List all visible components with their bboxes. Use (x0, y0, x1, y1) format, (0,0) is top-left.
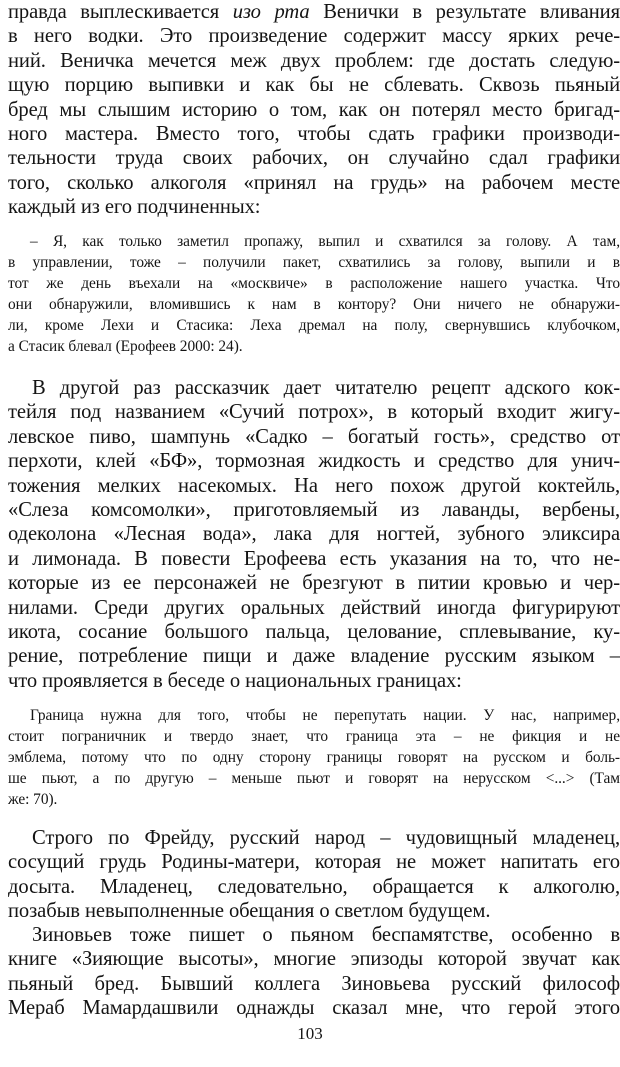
quote-line: стоит пограничник и твердо знает, что граница эта – не фикция и не (8, 728, 620, 745)
text-line: перхоти, клей «БФ», тормозная жидкость и средство для унич- (8, 450, 620, 473)
text-line: ний. Веничка мечется меж двух проблем: где достать следую- (8, 49, 620, 72)
quote-line: ше пьют, а по другую – меньше пьют и говорят на нерусском <...> (Там (8, 770, 620, 787)
text-line: книге «Зияющие высоты», многие эпизоды которой звучат как (8, 948, 620, 971)
text-line: Строго по Фрейду, русский народ – чудовищный младенец, (32, 827, 620, 849)
text-line: левское пиво, шампунь «Садко – богатый гость», средство от (8, 425, 620, 448)
text-line: нилами. Среди других оральных действий иногда фигурируют (8, 596, 620, 619)
text-line: икота, сосание большого пальца, целование, сплевывание, ку- (8, 621, 620, 644)
text-line: Мераб Мамардашвили однажды сказал мне, что герой этого (8, 997, 620, 1020)
text-line: ного мастера. Вместо того, чтобы сдать графики производи- (8, 123, 620, 146)
text-line: что проявляется в беседе о национальных границах: (8, 669, 462, 692)
text-line: бред мы слышим историю о том, как он потерял место бригад- (8, 98, 620, 121)
quote-line: в управлении, тоже – получили пакет, схватились за голову, выпили и в (8, 254, 620, 271)
block-quote-1 (8, 231, 620, 357)
quote-line: а Стасик блевал (Ерофеев 2000: 24). (8, 338, 243, 355)
paragraph-3 (8, 826, 620, 924)
text-line: одеколона «Лесная вода», лака для ногтей, зубного эликсира (8, 523, 620, 546)
quote-line: ли, кроме Лехи и Стасика: Леха дремал на полу, свернувшись клубочком, (8, 317, 620, 334)
text-line: правда выплескивается изо рта Венички в результате вливания (8, 1, 620, 23)
text-line: и лимонада. В повести Ерофеева есть указания на то, что не- (8, 547, 620, 570)
text-line: в него водки. Это произведение содержит массу ярких рече- (8, 25, 620, 48)
paragraph-1 (8, 0, 620, 220)
italic-phrase: изо рта (232, 1, 310, 23)
quote-line: Граница нужна для того, чтобы не перепутать нации. У нас, например, (30, 707, 620, 724)
text-line: досыта. Младенец, следовательно, обращается к алкоголю, (8, 875, 620, 898)
quote-line: – Я, как только заметил пропажу, выпил и схватился за голову. А там, (30, 233, 620, 250)
text-line: «Слеза комсомолки», приготовляемый из лаванды, вербены, (8, 499, 620, 522)
text-line: тожения мелких насекомых. На него похож другой коктейль, (8, 474, 620, 497)
block-quote-2 (8, 705, 620, 810)
text-line: которые из ее персонажей не брезгуют в питии кровью и чер- (8, 572, 620, 595)
quote-line: они обнаружили, вломившись к нам в контору? Они ничего не обнаружи- (8, 296, 620, 313)
quote-line: же: 70). (8, 791, 58, 808)
quote-line: тот же день въехали на «москвиче» в расположение нашего участка. Что (8, 275, 620, 292)
quote-line: эмблема, потому что по одну сторону границы говорят на русском и боль- (8, 749, 620, 766)
text-line: рение, потребление пищи и даже владение русским языком – (8, 645, 620, 668)
text-line: позабыв невыполненные обещания о светлом будущем. (8, 900, 491, 923)
text-line: пьяный бред. Бывший коллега Зиновьева русский философ (8, 972, 620, 995)
paragraph-2 (8, 376, 620, 693)
text-line: щую порцию выпивки и как бы не сблевать. Сквозь пьяный (8, 74, 620, 97)
text-line: В другой раз рассказчик дает читателю рецепт адского кок- (32, 377, 620, 399)
page-number: 103 (297, 1024, 323, 1043)
text-line: Зиновьев тоже пишет о пьяном беспамятстве, особенно в (32, 924, 620, 946)
text-line: каждый из его подчиненных: (8, 196, 261, 219)
text-line: того, сколько алкоголя «принял на грудь» на рабочем месте (8, 171, 620, 194)
text-line: сосущий грудь Родины-матери, которая не может напитать его (8, 851, 620, 874)
text-line: тельности труда своих рабочих, он случайно сдал графики (8, 147, 620, 170)
text-line: тейля под названием «Сучий потрох», в который входит жигу- (8, 401, 620, 424)
paragraph-4 (8, 923, 620, 1021)
